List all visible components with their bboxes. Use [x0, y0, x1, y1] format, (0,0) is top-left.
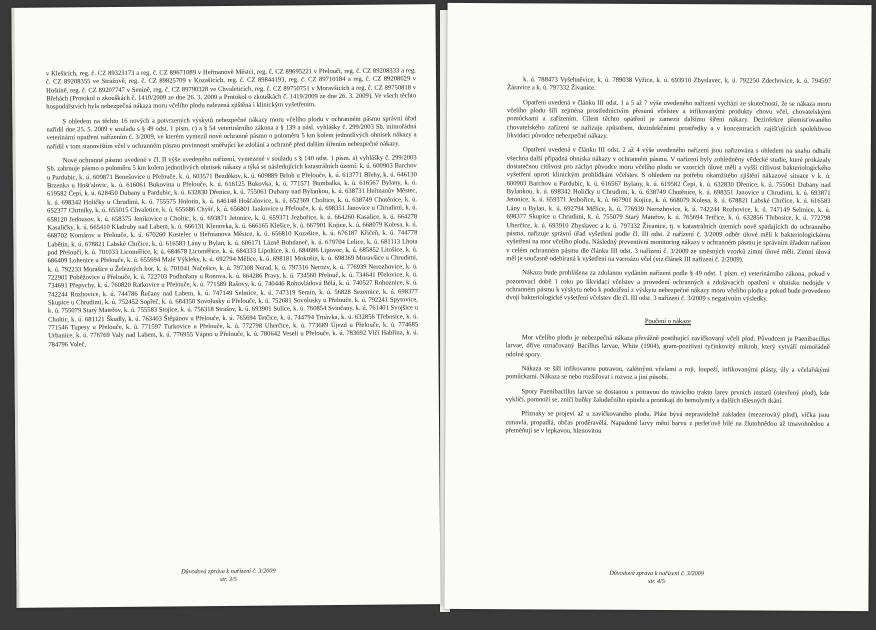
- left-paragraph-3: Nové ochranné pásmo uvedené v čl. II výše uvedeného nařízení, vymezené v souladu s § 140 odst. 1 písm. a) vyhlášky č. 299/2003 Sb. zahrnuje pásmo o poloměru 5 km kolem jednotlivých ohnisek nákazy a týká se následujících katastrálních území: k. ú. 600903 Barchov u Pardubic, k. ú. 609871 Benešovice u Přelouče, k. ú. 603571 Bezděkov, k. ú. 609889 Brloh u Přelouče, k. ú. 613771 Břehy, k. ú. 646130 Brzenka u Hošťalovic, k. ú. 616061 Bukovina u Přelouče, k. ú. 616125 Bukovka, k. ú. 771571 Bumbalka, k. ú. 616567 Bylany, k. ú. 619582 Čepí, k. ú. 628450 Dubany u Pardubic, k. ú. 632830 Dřenice, k. ú. 755061 Dubany nad Bylankou, k. ú. 638731 Heřmanův Městec, k. ú. 698342 Holičky u Chrudimi, k. ú. 755575 Holotín, k. ú. 646148 Hošťalovice, k. ú. 652369 Choltice, k. ú. 638749 Chotěnice, k. ú. 652377 Chrtníky, k. ú. 655015 Chvaletice, k. ú. 655686 Chýšť, k. ú. 656801 Jankovice u Přelouče, k. ú. 698351 Janovice u Chrudimi, k. ú. 658120 Jedousov, k. ú. 658375 Jenikovice u Choltic, k. ú. 693871 Jetonice, k. ú. 659371 Jezbořice, k. ú. 664260 Kasalice, k. ú. 664278 Kasaličky, k. ú. 665410 Kladruby nad Labem, k. ú. 666131 Klenovka, k. ú. 666165 Klešice, k. ú. 667901 Kojice, k. ú. 668079 Kolesa, k. ú. 668702 Komárov u Přelouče, k. ú. 670260 Kostelec u Heřmanova Městce, k. ú. 656810 Kozašice, k. ú. 676187 Křičeň, k. ú. 744778 Labětín, k. ú. 678821 Labské Chrčice, k. ú. 616583 Lány u Bylan, k. ú. 606171 Lázně Bohdaneč, k. ú. 679704 Lelice, k. ú. 681113 Lhota pod Přeloučí, k. ú. 701033 Licoměřice, k. ú. 684678 Licoměřice, k. ú. 684333 Lipoltice, k. ú. 684686 Lipovec, k. ú. 685852 Litošice, k. ú. 686409 Lohenice u Přelouče, k. ú. 655694 Malé Výkleky, k. ú. 692794 Mělice, k. ú. 698181 Mokošín, k. ú. 698369 Moravšice u Chrudimi, k. ú. 792233 Morašice u Železných hor, k. ú. 701041 Načešice, k. ú. 797308 Nerad, k. ú. 797316 Nerozv, k. ú. 776939 Nerozhovice, k. ú. 722901 Poběžovice u Přelouče, k. ú. 722703 Podhořany u Ronova, k. ú. 664286 Pravy, k. ú. 734560 Přelouč, k. ú. 734641 Přelovice, k. ú. 734691 Přepychy, k. ú. 760820 Ratkovice u Přelouče, k. ú. 771589 Rašovy, k. ú. 740446 Rohovládová Bělá, k. ú. 740527 Rohoznice, k. ú. 742244 Rozhovice, k. ú. 744786 Řečany nad Labem, k. ú. 747149 Selmice, k. ú. 747319 Semín, k. ú. 56828 Sezemice, k. ú. 698377 Skupice u Chrudimi, k. ú. 752452 Sopřeč, k. ú. 684350 Sovolusky u Přelouče, k. ú. 752681 Sovolusky u Přelouče, k. ú. 792241 Spytovice, k. ú. 755079 Starý Mateřov, k. ú. 755583 Stojice, k. ú. 756318 Strašov, k. ú. 693901 Sulice, k. ú. 760854 Svinčany, k. ú. 761401 Svojšice u Choltic, k. ú. 681121 Škudly, k. ú. 763403 Štěpánov u Přelouče, k. ú. 765694 Tetčice, k. ú. 744794 Trnávka, k. ú. 632856 Třebosice, k. ú. 771546 Tupesy u Přelouče, k. ú. 771597 Turkovice u Přelouče, k. ú. 772798 Uherčice, k. ú. 773689 Újezd u Přelouče, k. ú. 774685 Urbanice, k. ú. 776769 Valy nad Labem, k. ú. 776955 Vápno u Přelouče, k. ú. 780642 Veselí u Přelouče, k. ú. 783692 Vlčí Habřina, k. ú. 784796 Voleč,: [46, 154, 419, 349]
- right-paragraph-1: k. ú. 788473 Vyšehněvice, k. ú. 789038 Vyžice, k. ú. 693910 Zbyslavec, k. ú. 792250 Zdechovice, k. ú. 794597 Žáravice a k. ú. 797332 Živanice.: [507, 76, 832, 93]
- footer-title: Důvodová zpráva k nařízení č. 3/2009: [609, 569, 704, 578]
- left-paragraph-2: S ohledem na těchto 16 nových a potvrzených výskytů nebezpečné nákazy moru včelího plodu v ochranném pásmu správní úřad nařídil dne 25. 5. 2009 v souladu s § 49 odst. 1 písm. c) a § 54 veterinárního zákona a § 139 a násl. vyhlášky č. 299/2003 Sb. mimořádná veterinární opatření nařízením č. 3/2009, ve kterém vymezil nové ochranné pásmo o poloměru 5 km kolem jednotlivých ohnisek nákazy a nařídil v tom stanovištím včel v ochranném pásmu povinnosti směřující ke zdolání a ochraně před dalším šířením nebezpečné nákazy.: [46, 115, 417, 151]
- right-page: [444, 3, 871, 611]
- right-page-body: [505, 76, 831, 443]
- right-paragraph-3: Opatření uvedená v článku III odst. 2 až 4 výše uvedeného nařízení jsou nařizována s ohledem na snahu odhalit všechna další případná ohniska nákazy v ochranném pásmu. V nařízení byly zohledněny vědecké studie, které prokázaly dostatečnou citlivost pro záchyt původce moru včelího plodu ve vzorcích úlové měli a vyšší citlivost bakteriologického vyšetření oproti klinickým prohlídkám včelstev. S ohledem na potřebu okamžitého zjištění nákazové situace v k. ú. 600903 Barchov u Pardubic, k. ú. 616567 Bylany, k. ú. 619582 Čepí, k. ú. 632830 Dřenice, k. ú. 755061 Dubany nad Bylankou, k. ú. 698342 Holičky u Chrudimi, k. ú. 638749 Chotěnice, k. ú. 698351 Janovice u Chrudimi, k. ú. 693871 Jetonice, k. ú. 659371 Jezbořice, k. ú. 667901 Kojice, k. ú. 668079 Kolesa, k. ú. 678821 Labské Chrčice, k. ú. 616583 Lány u Bylan, k. ú. 692794 Mělice, k. ú. 776939 Nerozhovice, k. ú. 742244 Rozhovice, k. ú. 747149 Selmice, k. ú. 698377 Skupice u Chrudimi, k. ú. 755079 Starý Mateřov, k. ú. 765694 Tetčice, k. ú. 632856 Třebosice, k. ú. 772798 Uherčice, k. ú. 693910 Zbyslavec a k. ú. 797332 Živanice, tj. v katastrálních územích nově spadajících do ochranného pásma, nařizuje správní úřad vyšetření podle čl. III odst. 2 nařízení č. 3/2009 odběr úlové měli k bakteriologickému vyšetření na mor včelího plodu. Následný preventivní monitoring nákazy v ochranném pásmu je správním úřadem nařízen v celém ochranném pásmu dle článku III odst. 3 nařízení č. 3/2009 ze směsných vzorků zimní úlové měli. Zimní úlová měl je současně odebíraná k vyšetření na varroázu včel (viz článek III nařízení č. 2/2009).: [506, 146, 831, 264]
- right-paragraph-5: Mor včelího plodu je nebezpečná nákaza převážně postihující zavíčkovaný včelí plod. Původcem je Paenibacillus larvae, dříve označovaný Bacillus larvae, White (1904), gram-pozitivní tyčinkovitý mikrob, který vytváří mimořádně odolné spory.: [505, 334, 830, 359]
- left-page-footer: [16, 566, 440, 586]
- right-paragraph-4: Nákaza bude prohlášena za zdolanou vydáním nařízení podle § 49 odst. 1 písm. e) veterinárního zákona, pokud v pozorovací době 1 roku po likvidaci včelstev a provedení ochranných a zdolávacích opatření v ohnisku nedojde v ochranném pásmu k výskytu nebo k podezření z výskytu nebezpečné nákazy moru včelího plodu a pokud bude provedeno dvojí bakteriologické vyšetření včelstev dle čl. III odst. 3 nařízení č. 3/2009 s negativním výsledky.: [506, 269, 831, 303]
- footer-page-number: str. 3/5: [219, 575, 237, 584]
- left-paragraph-1: v Klešicích, reg. č. CZ 89323173 a reg. č. CZ 89671089 v Heřmanově Městci, reg. č. CZ 89695221 v Přelouči, reg. č. CZ 89208333 a reg. č. CZ 89208355 ve Stražově, reg. č. CZ 89825709 v Kozašicích, reg. č. CZ 89844193, reg. č. CZ 89710184 a reg. č. CZ 89208029 v Hoštíně, reg. č. CZ 89207747 v Seníně, reg. č. CZ 89790328 ve Chvaleticích, reg. č. CZ 89750751 v Moravšicích a reg. č. CZ 89750818 v Břehách (Protokol o zkouškách č. 1410/2009 ze dne 26. 3. 2009 a Protokol o zkouškách č. 1419/2009 ze dne 26. 3. 2009). Ve všech těchto hospodářstvích byla nebezpečná nákaza moru včelího plodu nalezená zjištěna i klinickým vyšetřením.: [45, 67, 417, 111]
- right-page-footer: [445, 569, 869, 587]
- left-page: [11, 4, 440, 608]
- footer-page-number: str. 4/5: [648, 577, 666, 586]
- section-heading: Poučení o nákaze: [644, 317, 692, 325]
- right-paragraph-8: Příznaky se projeví až u zavíčkovaného plodu. Plást bývá nepravidelně zakladen (mezerovitý plod), víčka jsou ztmavlá, propadlá, občas proděravělá. Napadené larvy mění barvu z perleťově bílé na žlutohnědou až tmavohnědou a přeměňují se v lepkavou, hlenovitou: [505, 410, 830, 435]
- right-paragraph-2: Opatření uvedená v článku III odst. 1 a 5 až 7 výše uvedeného nařízení vychází ze skutečnosti, že se nákaza moru včelího plodu šíří zejména prostřednictvím přesunů včelstev a infikovanými produkty chovu včel, chovatelskými pomůckami a zařízením. Cílem těchto opatření je zamezit dalšímu šíření nákazy. Dezinfekce přemisťovaného chovatelského zařízení se nařizuje způsobem, dezinfekčními prostředky a v koncentracích zajišťujících spolehlivou likvidaci původce nebezpečné nákazy.: [506, 98, 832, 140]
- footer-title: Důvodová zpráva k nařízení č. 3/2009: [181, 567, 276, 576]
- left-page-body: [46, 67, 418, 355]
- page-edge: [11, 8, 19, 608]
- right-paragraph-7: Spory Paenibacillus larvae se dostanou s potravou do trávicího traktu larev prvních instarů (otevřený plod), kde vyklíčí, pomnoží se, zničí buňky žaludečního epitelu a pronikají do hemolymfy a dalších tělesných tkání.: [505, 387, 830, 405]
- right-paragraph-6: Nákaza se šíří infikovanou potravou, zalétnými včelami a roji, loupeží, infikovanými plásty, úly a včelařskými pomůckami. Nákaza se nebo rozšiřovat i rozvoz a jiní působí.: [505, 365, 830, 382]
